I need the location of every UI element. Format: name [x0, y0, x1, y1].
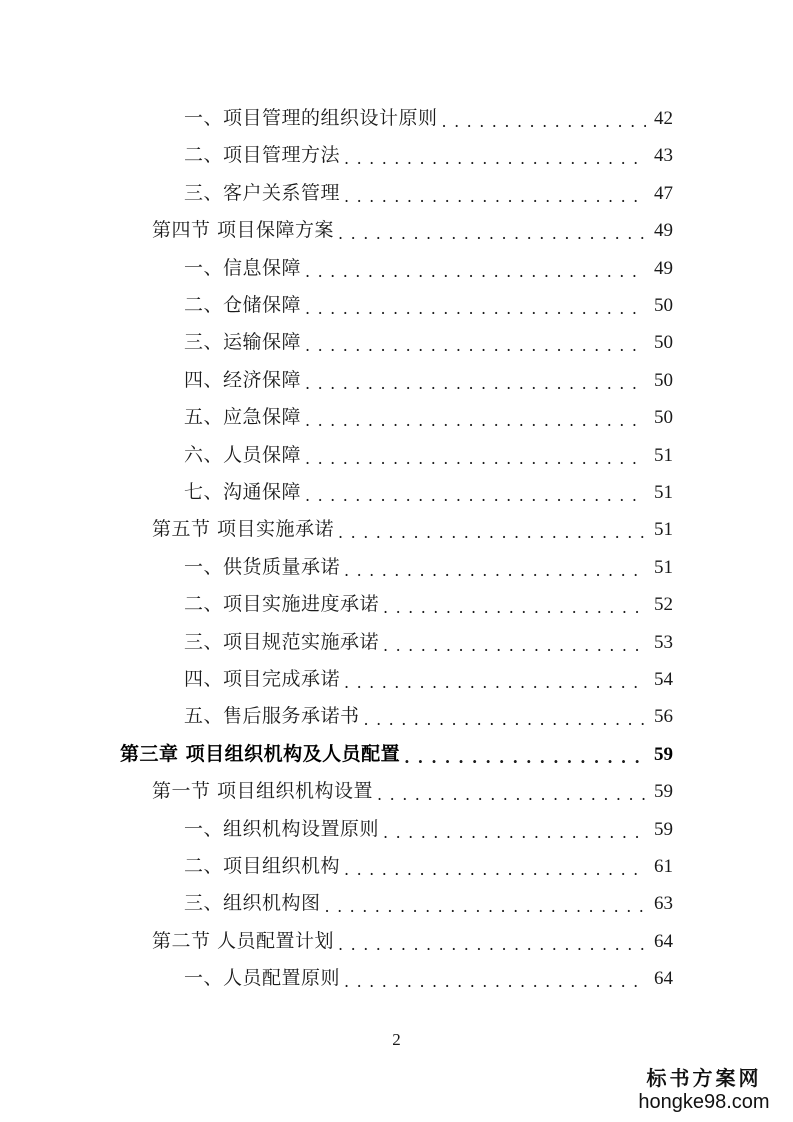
toc-leader-dots — [305, 287, 646, 324]
watermark-url-text: hongke98.com — [638, 1091, 770, 1113]
toc-entry[interactable] — [120, 736, 673, 773]
toc-leader-dots — [305, 437, 646, 474]
toc-entry-title: 二、项目实施进度承诺 — [184, 586, 383, 623]
toc-leader-dots — [325, 885, 646, 922]
toc-leader-dots — [383, 624, 646, 661]
toc-entry-page: 64 — [654, 930, 673, 952]
toc-entry-title: 第一节 项目组织机构设置 — [152, 773, 377, 810]
toc-entry-page: 50 — [654, 332, 673, 354]
toc-leader-dots — [305, 399, 646, 436]
toc-leader-dots — [383, 586, 646, 623]
toc-entry-title: 一、组织机构设置原则 — [184, 811, 383, 848]
toc-leader-dots — [344, 549, 646, 586]
toc-entry-title: 一、信息保障 — [184, 250, 305, 287]
toc-entry-page: 50 — [654, 369, 673, 391]
toc-entry-title: 三、组织机构图 — [184, 885, 325, 922]
toc-entry-page: 59 — [654, 781, 673, 803]
toc-entry[interactable] — [184, 399, 673, 436]
toc-entry-page: 56 — [654, 706, 673, 728]
toc-entry-page: 61 — [654, 856, 673, 877]
toc-entry-page: 43 — [654, 145, 673, 167]
toc-entry[interactable] — [184, 137, 673, 174]
toc-entry[interactable] — [184, 437, 673, 474]
toc-entry[interactable] — [184, 250, 673, 287]
toc-entry[interactable] — [184, 698, 673, 735]
toc-leader-dots — [338, 212, 646, 249]
toc-entry-title: 二、项目管理方法 — [184, 137, 344, 174]
toc-entry-title: 第四节 项目保障方案 — [152, 212, 338, 249]
toc-entry-page: 64 — [654, 968, 673, 990]
toc-leader-dots — [344, 848, 646, 885]
toc-entry-title: 第三章 项目组织机构及人员配置 — [120, 736, 404, 773]
toc-entry-page: 50 — [654, 407, 673, 429]
toc-entry-title: 二、仓储保障 — [184, 287, 305, 324]
toc-entry[interactable] — [184, 474, 673, 511]
toc-entry-page: 59 — [654, 743, 673, 765]
toc-entry-page: 49 — [654, 257, 673, 279]
toc-entry-title: 一、项目管理的组织设计原则 — [184, 100, 442, 137]
toc-leader-dots — [344, 960, 646, 997]
toc-entry[interactable] — [184, 811, 673, 848]
toc-leader-dots — [344, 661, 646, 698]
toc-entry-title: 一、供货质量承诺 — [184, 549, 344, 586]
toc-entry[interactable] — [184, 586, 673, 623]
toc-entry-title: 六、人员保障 — [184, 437, 305, 474]
toc-entry[interactable] — [184, 960, 673, 997]
toc-entry[interactable] — [184, 624, 673, 661]
toc-entry[interactable] — [184, 175, 673, 212]
toc-entry[interactable] — [152, 212, 673, 249]
toc-entry-title: 一、人员配置原则 — [184, 960, 344, 997]
toc-entry-title: 三、运输保障 — [184, 324, 305, 361]
toc-entry[interactable] — [184, 661, 673, 698]
toc-entry[interactable] — [152, 923, 673, 960]
toc-leader-dots — [364, 698, 646, 735]
toc-entry-page: 51 — [654, 519, 673, 541]
toc-leader-dots — [338, 923, 646, 960]
toc-entry[interactable] — [152, 511, 673, 548]
toc-entry-title: 二、项目组织机构 — [184, 848, 344, 885]
toc-entry-title: 第二节 人员配置计划 — [152, 923, 338, 960]
toc-entry[interactable] — [184, 885, 673, 922]
toc-leader-dots — [404, 736, 646, 773]
toc-leader-dots — [305, 474, 646, 511]
watermark-cn-text: 标书方案网 — [646, 1066, 762, 1090]
toc-entry-title: 三、客户关系管理 — [184, 175, 344, 212]
toc-entry[interactable] — [184, 324, 673, 361]
toc-entry-page: 54 — [654, 669, 673, 690]
toc-entry-page: 42 — [654, 108, 673, 129]
toc-entry-page: 47 — [654, 182, 673, 204]
toc-leader-dots — [305, 362, 646, 399]
toc-entry[interactable] — [184, 549, 673, 586]
toc-entry-page: 52 — [654, 594, 673, 616]
toc-leader-dots — [383, 811, 646, 848]
toc-entry-title: 五、售后服务承诺书 — [184, 698, 364, 735]
toc-leader-dots — [377, 773, 646, 810]
toc-entry-title: 四、经济保障 — [184, 362, 305, 399]
toc-leader-dots — [338, 511, 646, 548]
toc-entry[interactable] — [184, 848, 673, 885]
watermark-logo — [629, 1066, 779, 1114]
toc-entry-page: 49 — [654, 220, 673, 242]
page-number: 2 — [392, 1030, 401, 1049]
toc-entry-page: 51 — [654, 482, 673, 503]
toc-entry-page: 53 — [654, 631, 673, 653]
toc-entry-title: 五、应急保障 — [184, 399, 305, 436]
toc-leader-dots — [344, 175, 646, 212]
toc-leader-dots — [344, 137, 646, 174]
toc-entry[interactable] — [184, 362, 673, 399]
toc-entry-title: 四、项目完成承诺 — [184, 661, 344, 698]
toc-leader-dots — [305, 324, 646, 361]
toc-entry-page: 50 — [654, 295, 673, 316]
toc-leader-dots — [305, 250, 646, 287]
toc-entry-title: 三、项目规范实施承诺 — [184, 624, 383, 661]
toc-entry[interactable] — [152, 773, 673, 810]
toc-leader-dots — [442, 100, 646, 137]
toc-entry[interactable] — [184, 287, 673, 324]
toc-entry-title: 第五节 项目实施承诺 — [152, 511, 338, 548]
toc-entry[interactable] — [184, 100, 673, 137]
toc-entry-page: 63 — [654, 893, 673, 915]
toc-entry-title: 七、沟通保障 — [184, 474, 305, 511]
toc-entry-page: 59 — [654, 818, 673, 840]
toc-entry-page: 51 — [654, 556, 673, 578]
toc-entry-page: 51 — [654, 444, 673, 466]
